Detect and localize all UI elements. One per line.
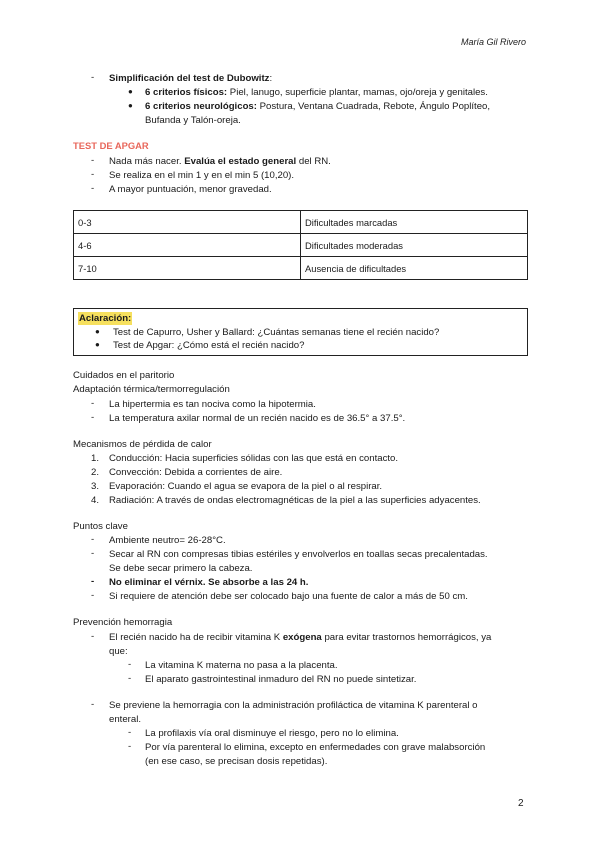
cuidados-item-1: La hipertermia es tan nociva como la hipotermia. <box>109 399 316 410</box>
dubowitz-title-text: Simplificación del test de Dubowitz <box>109 73 270 84</box>
puntos-item-4: Si requiere de atención debe ser colocado bajo una fuente de calor a más de 50 cm. <box>109 591 468 602</box>
puntos-item-3: No eliminar el vérnix. Se absorbe a las 24 h. <box>109 577 309 588</box>
clarification-title: Aclaración: <box>79 313 132 324</box>
list-dash: - <box>91 548 95 559</box>
mecanismo-item: Convección: Debida a corrientes de aire. <box>109 467 283 478</box>
dubowitz-physical <box>145 86 488 99</box>
apgar-item-1-prefix: Nada más nacer. <box>109 156 185 167</box>
list-dash: - <box>91 699 95 710</box>
clarification-box <box>73 308 528 356</box>
list-dash: - <box>91 576 95 587</box>
prevencion-sub-4-cont: (en ese caso, se precisan dosis repetidas). <box>145 756 328 767</box>
dubowitz-neuro <box>145 100 490 113</box>
list-dash: - <box>91 590 95 601</box>
cuidados-item-2: La temperatura axilar normal de un recién nacido es de 36.5° a 37.5°. <box>109 413 406 424</box>
mecanismo-item: Radiación: A través de ondas electromagnéticas de la piel a las superficies adyacentes. <box>109 495 481 506</box>
prevencion-item-2: Se previene la hemorragia con la administración profiláctica de vitamina K parenteral o <box>109 700 478 711</box>
clarification-item-2: Test de Apgar: ¿Cómo está el recién nacido? <box>113 340 305 351</box>
bullet-icon: ● <box>95 340 100 349</box>
list-dash: - <box>128 659 132 670</box>
bullet-icon: ● <box>128 101 133 110</box>
apgar-item-1 <box>109 155 331 168</box>
mecanismo-item: Conducción: Hacia superficies sólidas con las que está en contacto. <box>109 453 399 464</box>
prevencion-sub-4: Por vía parenteral lo elimina, excepto en enfermedades con grave malabsorción <box>145 742 486 753</box>
list-dash: - <box>91 534 95 545</box>
table-cell-result: Dificultades moderadas <box>301 234 528 257</box>
section-title-cuidados: Cuidados en el paritorio <box>73 370 175 381</box>
apgar-item-2: Se realiza en el min 1 y en el min 5 (10,20). <box>109 170 295 181</box>
prevencion-item-1-prefix: El recién nacido ha de recibir vitamina K <box>109 632 283 643</box>
puntos-item-2: Secar al RN con compresas tibias estériles y envolverlos en toallas secas precalentadas. <box>109 549 488 560</box>
physical-label: 6 criterios físicos: <box>145 87 228 98</box>
list-dash: - <box>91 398 95 409</box>
prevencion-item-2-cont: enteral. <box>109 714 141 725</box>
list-dash: - <box>128 673 132 684</box>
section-title-mecanismos: Mecanismos de pérdida de calor <box>73 439 212 450</box>
table-cell-range: 0-3 <box>74 211 301 234</box>
table-row <box>74 257 528 280</box>
prevencion-item-1-bold: exógena <box>282 632 322 643</box>
list-number: 2. <box>91 467 100 478</box>
prevencion-item-1-cont: que: <box>109 646 128 657</box>
apgar-title: TEST DE APGAR <box>73 140 149 151</box>
puntos-item-2-cont: Se debe secar primero la cabeza. <box>109 563 253 574</box>
prevencion-item-1 <box>109 631 491 644</box>
table-cell-range: 7-10 <box>74 257 301 280</box>
list-dash: - <box>128 727 132 738</box>
prevencion-sub-1: La vitamina K materna no pasa a la placenta. <box>145 660 338 671</box>
apgar-table <box>73 210 528 280</box>
dubowitz-title: Simplificación del test de Dubowitz: <box>109 73 273 84</box>
table-row <box>74 234 528 257</box>
bullet-icon: ● <box>128 87 133 96</box>
section-subtitle-termorregulacion: Adaptación térmica/termorregulación <box>73 384 230 395</box>
list-dash: - <box>128 741 132 752</box>
apgar-item-1-bold: Evalúa el estado general <box>184 156 297 167</box>
list-dash: - <box>91 412 95 423</box>
author-name: María Gil Rivero <box>460 37 526 47</box>
neuro-label: 6 criterios neurológicos: <box>145 101 257 112</box>
dubowitz-neuro-cont: Bufanda y Talón-oreja. <box>145 115 241 126</box>
puntos-item-1: Ambiente neutro= 26-28°C. <box>109 535 226 546</box>
list-dash: - <box>91 183 95 194</box>
list-dash: - <box>91 631 95 642</box>
neuro-text: Postura, Ventana Cuadrada, Rebote, Ángulo Poplíteo, <box>256 101 491 112</box>
prevencion-sub-2: El aparato gastrointestinal inmaduro del RN no puede sintetizar. <box>145 674 417 685</box>
apgar-item-1-suffix: del RN. <box>296 156 331 167</box>
table-cell-result: Dificultades marcadas <box>301 211 528 234</box>
list-dash: - <box>91 169 95 180</box>
prevencion-sub-3: La profilaxis vía oral disminuye el riesgo, pero no lo elimina. <box>145 728 399 739</box>
page-number: 2 <box>518 798 524 809</box>
clarification-item-1: Test de Capurro, Usher y Ballard: ¿Cuántas semanas tiene el recién nacido? <box>113 327 440 338</box>
mecanismo-item: Evaporación: Cuando el agua se evapora de la piel o al respirar. <box>109 481 383 492</box>
apgar-item-3: A mayor puntuación, menor gravedad. <box>109 184 272 195</box>
list-dash: - <box>91 155 95 166</box>
physical-text: Piel, lanugo, superficie plantar, mamas, ojo/oreja y genitales. <box>227 87 488 98</box>
table-row <box>74 211 528 234</box>
section-title-puntos-clave: Puntos clave <box>73 521 128 532</box>
list-number: 1. <box>91 453 100 464</box>
section-title-prevencion: Prevención hemorragia <box>73 617 173 628</box>
list-number: 3. <box>91 481 100 492</box>
list-number: 4. <box>91 495 100 506</box>
bullet-icon: ● <box>95 327 100 336</box>
table-cell-range: 4-6 <box>74 234 301 257</box>
list-dash: - <box>91 72 95 83</box>
prevencion-item-1-suffix: para evitar trastornos hemorrágicos, ya <box>321 632 492 643</box>
table-cell-result: Ausencia de dificultades <box>301 257 528 280</box>
